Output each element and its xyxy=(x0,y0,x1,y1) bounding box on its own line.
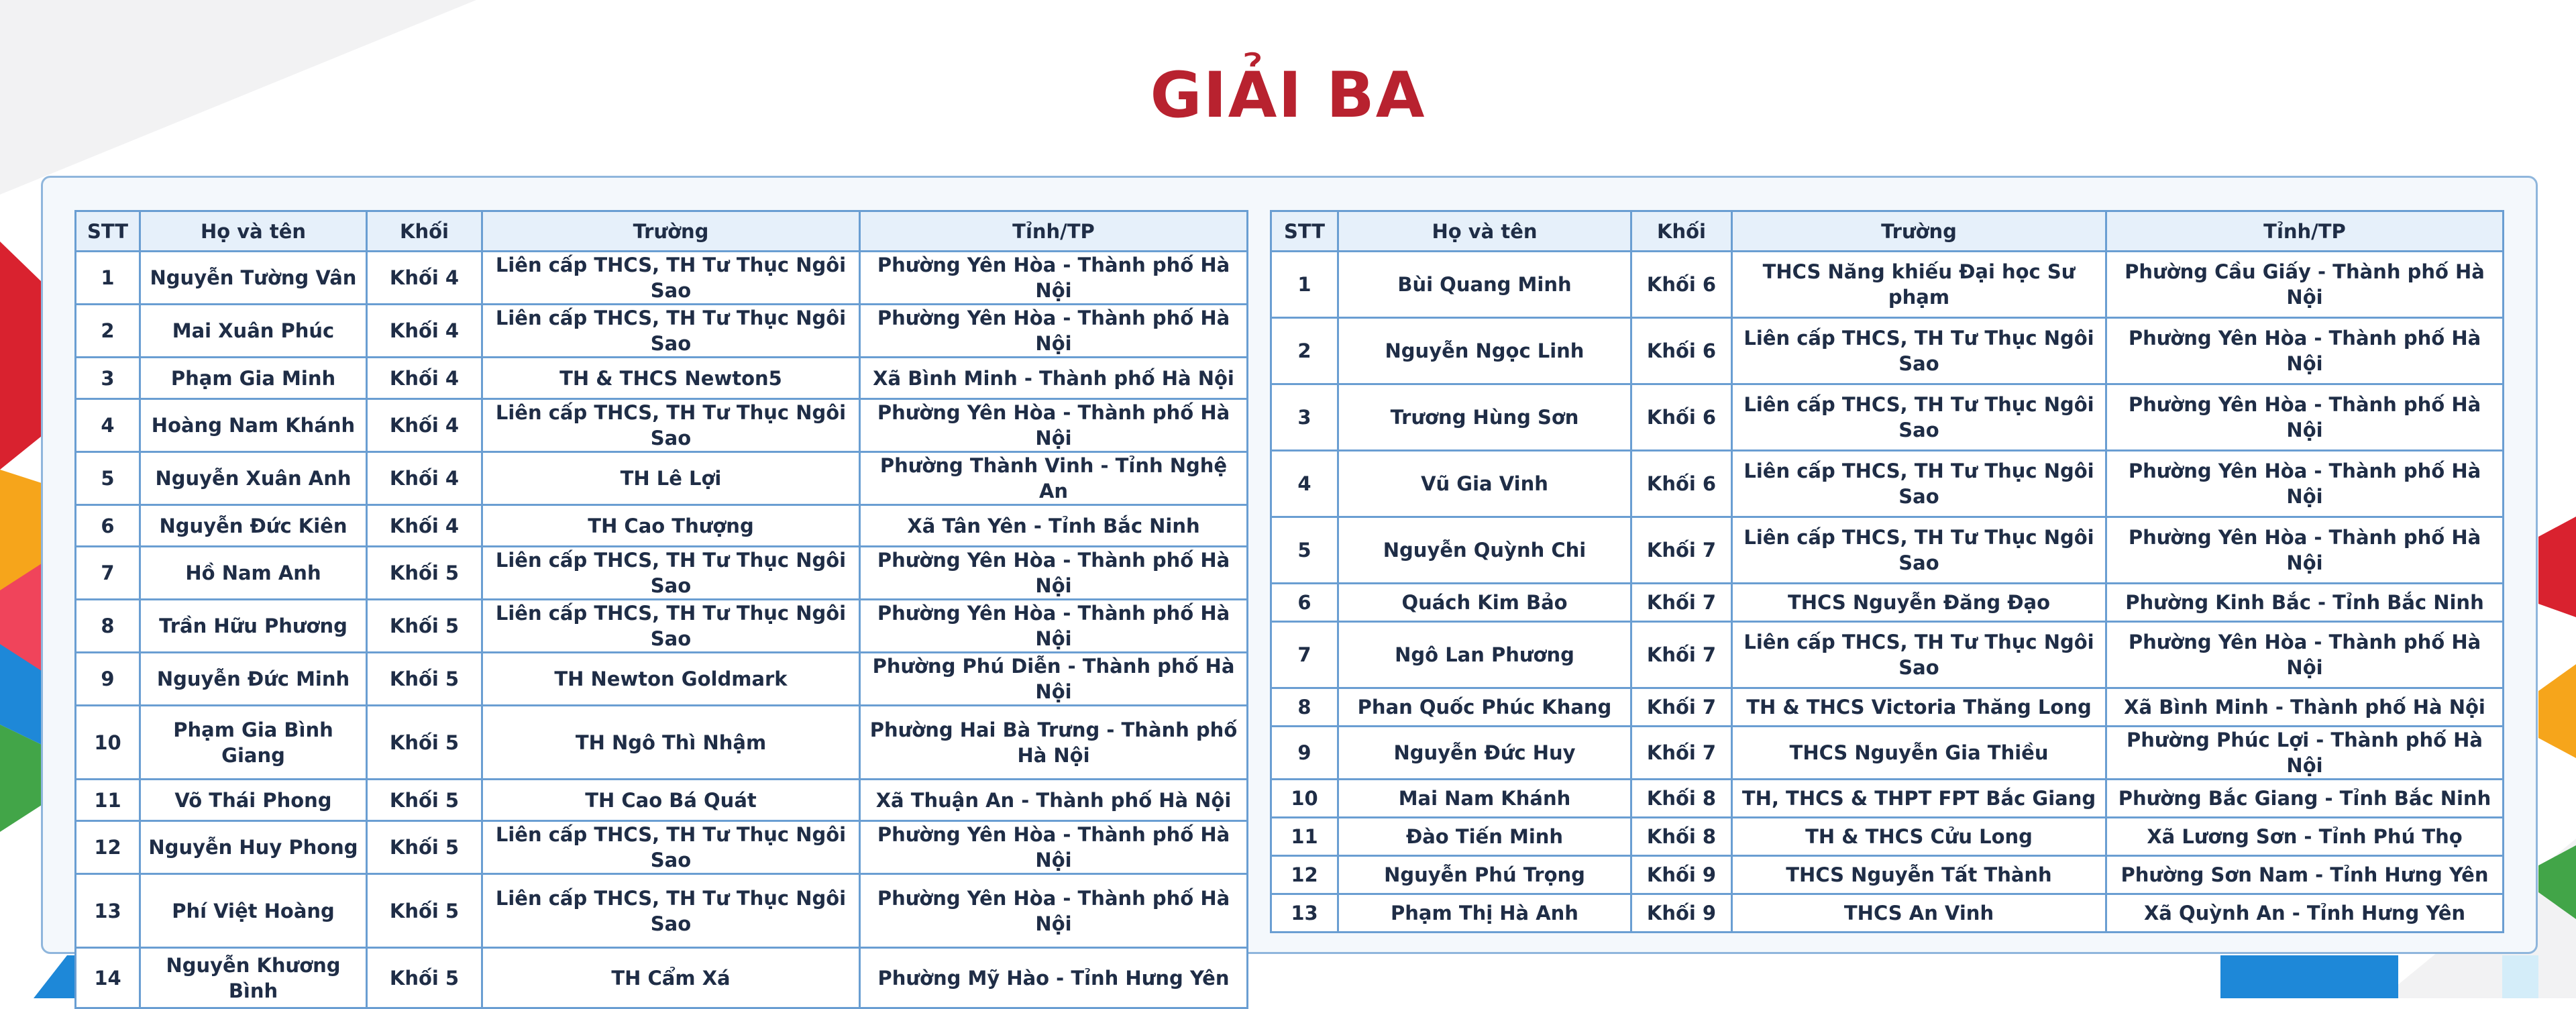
cell-stt: 4 xyxy=(76,399,140,452)
cell-school: TH & THCS Newton5 xyxy=(482,358,860,399)
cell-school: Liên cấp THCS, TH Tư Thục Ngôi Sao xyxy=(482,821,860,874)
cell-stt: 6 xyxy=(76,505,140,547)
cell-school: TH & THCS Victoria Thăng Long xyxy=(1732,688,2106,727)
table-header-row xyxy=(1271,211,2504,252)
cell-name: Nguyễn Quỳnh Chi xyxy=(1338,517,1631,584)
right-award-table xyxy=(1270,210,2504,933)
cell-stt: 12 xyxy=(76,821,140,874)
cell-name: Mai Nam Khánh xyxy=(1338,780,1631,818)
cell-stt: 2 xyxy=(1271,318,1338,384)
cell-province: Phường Yên Hòa - Thành phố Hà Nội xyxy=(860,399,1248,452)
table-row xyxy=(76,399,1248,452)
cell-province: Xã Bình Minh - Thành phố Hà Nội xyxy=(860,358,1248,399)
cell-school: Liên cấp THCS, TH Tư Thục Ngôi Sao xyxy=(1732,384,2106,451)
cell-school: TH & THCS Cửu Long xyxy=(1732,818,2106,856)
cell-stt: 3 xyxy=(1271,384,1338,451)
cell-province: Xã Tân Yên - Tỉnh Bắc Ninh xyxy=(860,505,1248,547)
cell-stt: 11 xyxy=(76,780,140,821)
header-school: Trường xyxy=(482,211,860,252)
cell-grade: Khối 5 xyxy=(367,780,482,821)
table-row xyxy=(76,948,1248,1008)
cell-grade: Khối 7 xyxy=(1631,622,1732,688)
table-row xyxy=(76,305,1248,358)
cell-stt: 3 xyxy=(76,358,140,399)
cell-province: Phường Yên Hòa - Thành phố Hà Nội xyxy=(2106,622,2504,688)
table-row xyxy=(1271,818,2504,856)
cell-name: Phan Quốc Phúc Khang xyxy=(1338,688,1631,727)
cell-name: Trương Hùng Sơn xyxy=(1338,384,1631,451)
table-header-row xyxy=(76,211,1248,252)
cell-province: Phường Yên Hòa - Thành phố Hà Nội xyxy=(2106,517,2504,584)
table-row xyxy=(76,706,1248,780)
cell-stt: 5 xyxy=(1271,517,1338,584)
cell-school: TH Cao Bá Quát xyxy=(482,780,860,821)
cell-name: Nguyễn Khương Bình xyxy=(140,948,367,1008)
table-row xyxy=(76,452,1248,505)
cell-province: Phường Phú Diễn - Thành phố Hà Nội xyxy=(860,653,1248,706)
table-row xyxy=(1271,688,2504,727)
cell-name: Nguyễn Ngọc Linh xyxy=(1338,318,1631,384)
cell-grade: Khối 5 xyxy=(367,653,482,706)
right-table-body xyxy=(1271,252,2504,933)
table-row xyxy=(1271,727,2504,780)
header-stt: STT xyxy=(76,211,140,252)
cell-school: TH Cao Thượng xyxy=(482,505,860,547)
cell-name: Nguyễn Xuân Anh xyxy=(140,452,367,505)
cell-province: Phường Yên Hòa - Thành phố Hà Nội xyxy=(860,821,1248,874)
cell-school: Liên cấp THCS, TH Tư Thục Ngôi Sao xyxy=(482,874,860,948)
cell-stt: 8 xyxy=(1271,688,1338,727)
cell-grade: Khối 6 xyxy=(1631,384,1732,451)
cell-grade: Khối 8 xyxy=(1631,780,1732,818)
cell-stt: 13 xyxy=(76,874,140,948)
cell-grade: Khối 7 xyxy=(1631,688,1732,727)
cell-province: Phường Yên Hòa - Thành phố Hà Nội xyxy=(2106,318,2504,384)
cell-name: Hoàng Nam Khánh xyxy=(140,399,367,452)
cell-province: Phường Yên Hòa - Thành phố Hà Nội xyxy=(860,305,1248,358)
cell-province: Phường Hai Bà Trưng - Thành phố Hà Nội xyxy=(860,706,1248,780)
table-row xyxy=(76,547,1248,600)
cell-province: Phường Thành Vinh - Tỉnh Nghệ An xyxy=(860,452,1248,505)
cell-stt: 12 xyxy=(1271,856,1338,894)
cell-stt: 8 xyxy=(76,600,140,653)
table-row xyxy=(1271,451,2504,517)
cell-name: Nguyễn Phú Trọng xyxy=(1338,856,1631,894)
cell-province: Phường Cầu Giấy - Thành phố Hà Nội xyxy=(2106,252,2504,318)
cell-grade: Khối 5 xyxy=(367,706,482,780)
table-row xyxy=(76,600,1248,653)
cell-name: Nguyễn Đức Kiên xyxy=(140,505,367,547)
table-row xyxy=(1271,517,2504,584)
cell-province: Xã Bình Minh - Thành phố Hà Nội xyxy=(2106,688,2504,727)
cell-stt: 1 xyxy=(1271,252,1338,318)
cell-name: Hồ Nam Anh xyxy=(140,547,367,600)
table-row xyxy=(76,653,1248,706)
cell-school: Liên cấp THCS, TH Tư Thục Ngôi Sao xyxy=(1732,517,2106,584)
cell-province: Xã Lương Sơn - Tỉnh Phú Thọ xyxy=(2106,818,2504,856)
cell-grade: Khối 5 xyxy=(367,874,482,948)
cell-stt: 1 xyxy=(76,252,140,305)
table-row xyxy=(1271,856,2504,894)
cell-name: Ngô Lan Phương xyxy=(1338,622,1631,688)
cell-grade: Khối 5 xyxy=(367,600,482,653)
cell-province: Phường Sơn Nam - Tỉnh Hưng Yên xyxy=(2106,856,2504,894)
cell-name: Mai Xuân Phúc xyxy=(140,305,367,358)
cell-name: Nguyễn Đức Huy xyxy=(1338,727,1631,780)
cell-stt: 10 xyxy=(76,706,140,780)
cell-school: THCS Nguyễn Đăng Đạo xyxy=(1732,584,2106,622)
table-row xyxy=(76,780,1248,821)
cell-province: Xã Quỳnh An - Tỉnh Hưng Yên xyxy=(2106,894,2504,933)
cell-grade: Khối 7 xyxy=(1631,584,1732,622)
cell-province: Phường Yên Hòa - Thành phố Hà Nội xyxy=(860,547,1248,600)
header-grade: Khối xyxy=(1631,211,1732,252)
cell-name: Đào Tiến Minh xyxy=(1338,818,1631,856)
cell-school: Liên cấp THCS, TH Tư Thục Ngôi Sao xyxy=(482,252,860,305)
table-row xyxy=(76,358,1248,399)
cell-grade: Khối 7 xyxy=(1631,727,1732,780)
table-row xyxy=(76,874,1248,948)
header-name: Họ và tên xyxy=(1338,211,1631,252)
cell-grade: Khối 4 xyxy=(367,252,482,305)
header-name: Họ và tên xyxy=(140,211,367,252)
cell-grade: Khối 5 xyxy=(367,821,482,874)
cell-school: TH Ngô Thì Nhậm xyxy=(482,706,860,780)
header-grade: Khối xyxy=(367,211,482,252)
cell-school: Liên cấp THCS, TH Tư Thục Ngôi Sao xyxy=(1732,451,2106,517)
cell-school: Liên cấp THCS, TH Tư Thục Ngôi Sao xyxy=(482,305,860,358)
header-school: Trường xyxy=(1732,211,2106,252)
cell-province: Phường Kinh Bắc - Tỉnh Bắc Ninh xyxy=(2106,584,2504,622)
cell-grade: Khối 6 xyxy=(1631,451,1732,517)
cell-school: TH, THCS & THPT FPT Bắc Giang xyxy=(1732,780,2106,818)
cell-grade: Khối 5 xyxy=(367,547,482,600)
cell-province: Phường Phúc Lợi - Thành phố Hà Nội xyxy=(2106,727,2504,780)
cell-school: TH Lê Lợi xyxy=(482,452,860,505)
table-row xyxy=(1271,894,2504,933)
cell-name: Phạm Thị Hà Anh xyxy=(1338,894,1631,933)
cell-province: Phường Bắc Giang - Tỉnh Bắc Ninh xyxy=(2106,780,2504,818)
cell-school: THCS Nguyễn Tất Thành xyxy=(1732,856,2106,894)
cell-name: Bùi Quang Minh xyxy=(1338,252,1631,318)
cell-grade: Khối 7 xyxy=(1631,517,1732,584)
cell-name: Vũ Gia Vinh xyxy=(1338,451,1631,517)
cell-stt: 7 xyxy=(76,547,140,600)
table-row xyxy=(76,821,1248,874)
cell-grade: Khối 9 xyxy=(1631,856,1732,894)
cell-school: Liên cấp THCS, TH Tư Thục Ngôi Sao xyxy=(1732,622,2106,688)
table-row xyxy=(1271,584,2504,622)
table-row xyxy=(1271,622,2504,688)
cell-stt: 2 xyxy=(76,305,140,358)
cell-name: Phí Việt Hoàng xyxy=(140,874,367,948)
left-award-table xyxy=(74,210,1248,1009)
cell-province: Phường Yên Hòa - Thành phố Hà Nội xyxy=(2106,451,2504,517)
cell-province: Xã Thuận An - Thành phố Hà Nội xyxy=(860,780,1248,821)
cell-grade: Khối 4 xyxy=(367,358,482,399)
cell-stt: 9 xyxy=(76,653,140,706)
cell-stt: 6 xyxy=(1271,584,1338,622)
cell-stt: 9 xyxy=(1271,727,1338,780)
cell-grade: Khối 8 xyxy=(1631,818,1732,856)
header-province: Tỉnh/TP xyxy=(860,211,1248,252)
cell-name: Phạm Gia Bình Giang xyxy=(140,706,367,780)
cell-grade: Khối 6 xyxy=(1631,318,1732,384)
table-row xyxy=(1271,252,2504,318)
cell-school: TH Newton Goldmark xyxy=(482,653,860,706)
cell-school: THCS Năng khiếu Đại học Sư phạm xyxy=(1732,252,2106,318)
cell-stt: 14 xyxy=(76,948,140,1008)
cell-name: Quách Kim Bảo xyxy=(1338,584,1631,622)
cell-name: Nguyễn Tường Vân xyxy=(140,252,367,305)
cell-grade: Khối 4 xyxy=(367,305,482,358)
cell-grade: Khối 9 xyxy=(1631,894,1732,933)
table-row xyxy=(76,505,1248,547)
cell-stt: 7 xyxy=(1271,622,1338,688)
cell-province: Phường Yên Hòa - Thành phố Hà Nội xyxy=(860,874,1248,948)
cell-name: Nguyễn Huy Phong xyxy=(140,821,367,874)
page-title: GIẢI BA xyxy=(1150,59,1426,132)
cell-school: TH Cẩm Xá xyxy=(482,948,860,1008)
left-table-body xyxy=(76,252,1248,1008)
cell-school: Liên cấp THCS, TH Tư Thục Ngôi Sao xyxy=(482,600,860,653)
cell-school: Liên cấp THCS, TH Tư Thục Ngôi Sao xyxy=(482,547,860,600)
cell-name: Trần Hữu Phương xyxy=(140,600,367,653)
table-row xyxy=(76,252,1248,305)
cell-grade: Khối 4 xyxy=(367,505,482,547)
header-province: Tỉnh/TP xyxy=(2106,211,2504,252)
table-row xyxy=(1271,318,2504,384)
cell-stt: 11 xyxy=(1271,818,1338,856)
cell-school: THCS Nguyễn Gia Thiều xyxy=(1732,727,2106,780)
cell-grade: Khối 4 xyxy=(367,399,482,452)
table-row xyxy=(1271,384,2504,451)
cell-province: Phường Yên Hòa - Thành phố Hà Nội xyxy=(2106,384,2504,451)
cell-province: Phường Mỹ Hào - Tỉnh Hưng Yên xyxy=(860,948,1248,1008)
cell-grade: Khối 6 xyxy=(1631,252,1732,318)
cell-name: Nguyễn Đức Minh xyxy=(140,653,367,706)
cell-province: Phường Yên Hòa - Thành phố Hà Nội xyxy=(860,600,1248,653)
cell-stt: 4 xyxy=(1271,451,1338,517)
cell-stt: 5 xyxy=(76,452,140,505)
header-stt: STT xyxy=(1271,211,1338,252)
cell-stt: 10 xyxy=(1271,780,1338,818)
cell-name: Võ Thái Phong xyxy=(140,780,367,821)
cell-name: Phạm Gia Minh xyxy=(140,358,367,399)
cell-school: THCS An Vinh xyxy=(1732,894,2106,933)
cell-school: Liên cấp THCS, TH Tư Thục Ngôi Sao xyxy=(1732,318,2106,384)
table-row xyxy=(1271,780,2504,818)
cell-province: Phường Yên Hòa - Thành phố Hà Nội xyxy=(860,252,1248,305)
cell-grade: Khối 4 xyxy=(367,452,482,505)
cell-school: Liên cấp THCS, TH Tư Thục Ngôi Sao xyxy=(482,399,860,452)
cell-stt: 13 xyxy=(1271,894,1338,933)
cell-grade: Khối 5 xyxy=(367,948,482,1008)
